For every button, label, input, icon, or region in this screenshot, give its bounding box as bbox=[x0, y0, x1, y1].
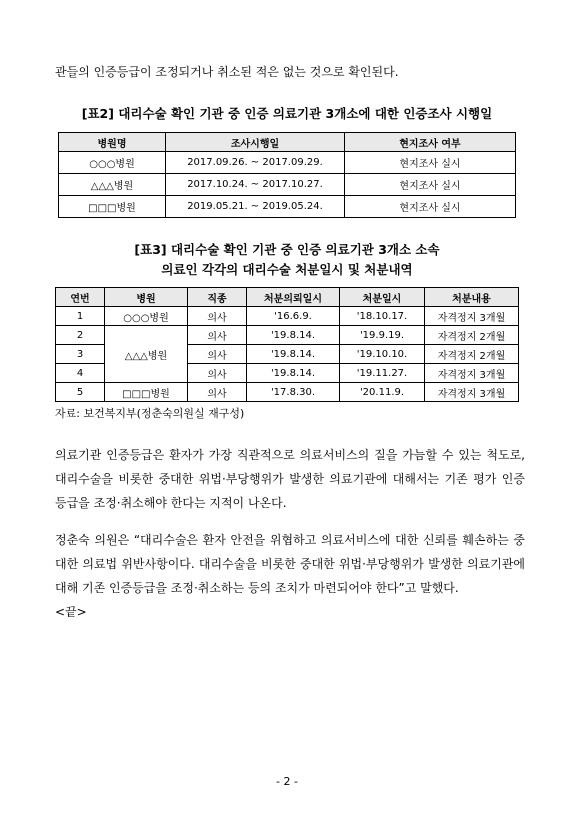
table-row bbox=[59, 196, 516, 218]
table3-cell-job: 의사 bbox=[188, 307, 247, 326]
table2-header-row bbox=[59, 133, 516, 152]
table3-cell-hospital: △△△병원 bbox=[105, 326, 188, 383]
table2-cell: 2017.09.26. ~ 2017.09.29. bbox=[166, 152, 345, 174]
table-row bbox=[59, 174, 516, 196]
table3-cell-job: 의사 bbox=[188, 364, 247, 383]
page-number: - 2 - bbox=[276, 775, 298, 788]
body-paragraph-1: 의료기관 인증등급은 환자가 가장 직관적으로 의료서비스의 질을 가늠할 수 있는 척도로, 대리수술을 비롯한 중대한 위법·부당행위가 발생한 의료기관에 대해서는 기존 평가 인증 등급을 조정·취소해야 한다는 지적이 나온다. bbox=[55, 448, 525, 510]
table2-caption: [표2] 대리수술 확인 기관 중 인증 의료기관 3개소에 대한 인증조사 시행일 bbox=[81, 106, 493, 121]
table3-cell-action: 자격정지 2개월 bbox=[425, 345, 519, 364]
table3-cell-job: 의사 bbox=[188, 345, 247, 364]
table2-cell: 현지조사 실시 bbox=[345, 174, 516, 196]
table3 bbox=[55, 287, 519, 402]
table-row bbox=[56, 383, 519, 402]
table3-cell-no: 4 bbox=[56, 364, 105, 383]
end-mark: <끝> bbox=[55, 605, 87, 619]
table3-cell-no: 3 bbox=[56, 345, 105, 364]
table2-header-hospital: 병원명 bbox=[59, 133, 166, 152]
table3-cell-date: '20.11.9. bbox=[340, 383, 425, 402]
table2-header-date: 조사시행일 bbox=[166, 133, 345, 152]
table2 bbox=[58, 132, 516, 218]
table3-cell-date: '19.11.27. bbox=[340, 364, 425, 383]
table3-cell-request: '19.8.14. bbox=[247, 345, 340, 364]
table3-header-action: 처분내용 bbox=[425, 288, 519, 307]
table-row bbox=[56, 326, 519, 345]
table3-cell-date: '18.10.17. bbox=[340, 307, 425, 326]
table3-cell-no: 2 bbox=[56, 326, 105, 345]
table3-cell-job: 의사 bbox=[188, 383, 247, 402]
table3-cell-request: '17.8.30. bbox=[247, 383, 340, 402]
table3-header-request: 처분의뢰일시 bbox=[247, 288, 340, 307]
table2-cell: 현지조사 실시 bbox=[345, 152, 516, 174]
table3-cell-action: 자격정지 3개월 bbox=[425, 364, 519, 383]
table3-cell-no: 5 bbox=[56, 383, 105, 402]
table3-cell-no: 1 bbox=[56, 307, 105, 326]
table3-header-date: 처분일시 bbox=[340, 288, 425, 307]
table3-source: 자료: 보건복지부(정춘숙의원실 재구성) bbox=[55, 407, 245, 420]
table2-header-visit: 현지조사 여부 bbox=[345, 133, 516, 152]
table3-cell-request: '19.8.14. bbox=[247, 364, 340, 383]
table3-header-hospital: 병원 bbox=[105, 288, 188, 307]
table2-cell: 현지조사 실시 bbox=[345, 196, 516, 218]
paragraph-2-text: 정춘숙 의원은 “대리수술은 환자 안전을 위협하고 의료서비스에 대한 신뢰를 훼손하는 중대한 의료법 위반사항이다. 대리수술을 비롯한 중대한 위법·부당행위가 발생한 의료기관에 대해 기존 인증등급을 조정·취소하는 등의 조치가 마련되어야 한다”고 말했다. bbox=[55, 533, 525, 595]
table3-cell-date: '19.9.19. bbox=[340, 326, 425, 345]
table3-cell-hospital: □□□병원 bbox=[105, 383, 188, 402]
table3-caption-line1: [표3] 대리수술 확인 기관 중 인증 의료기관 3개소 소속 bbox=[134, 242, 440, 257]
table3-header-job: 직종 bbox=[188, 288, 247, 307]
table2-cell: 2019.05.21. ~ 2019.05.24. bbox=[166, 196, 345, 218]
table3-cell-action: 자격정지 2개월 bbox=[425, 326, 519, 345]
body-paragraph-2 bbox=[55, 528, 525, 624]
table3-header-row bbox=[56, 288, 519, 307]
top-text-line: 관들의 인증등급이 조정되거나 취소된 적은 없는 것으로 확인된다. bbox=[55, 65, 399, 79]
table-row bbox=[56, 307, 519, 326]
table3-caption-line2: 의료인 각각의 대리수술 처분일시 및 처분내역 bbox=[161, 262, 413, 277]
table3-cell-date: '19.10.10. bbox=[340, 345, 425, 364]
table2-cell: □□□병원 bbox=[59, 196, 166, 218]
table3-cell-hospital: ○○○병원 bbox=[105, 307, 188, 326]
table3-cell-request: '16.6.9. bbox=[247, 307, 340, 326]
table3-cell-action: 자격정지 3개월 bbox=[425, 307, 519, 326]
table3-cell-action: 자격정지 3개월 bbox=[425, 383, 519, 402]
table-row bbox=[59, 152, 516, 174]
table2-cell: 2017.10.24. ~ 2017.10.27. bbox=[166, 174, 345, 196]
table2-cell: ○○○병원 bbox=[59, 152, 166, 174]
table3-header-no: 연번 bbox=[56, 288, 105, 307]
table3-cell-request: '19.8.14. bbox=[247, 326, 340, 345]
table2-cell: △△△병원 bbox=[59, 174, 166, 196]
table3-cell-job: 의사 bbox=[188, 326, 247, 345]
